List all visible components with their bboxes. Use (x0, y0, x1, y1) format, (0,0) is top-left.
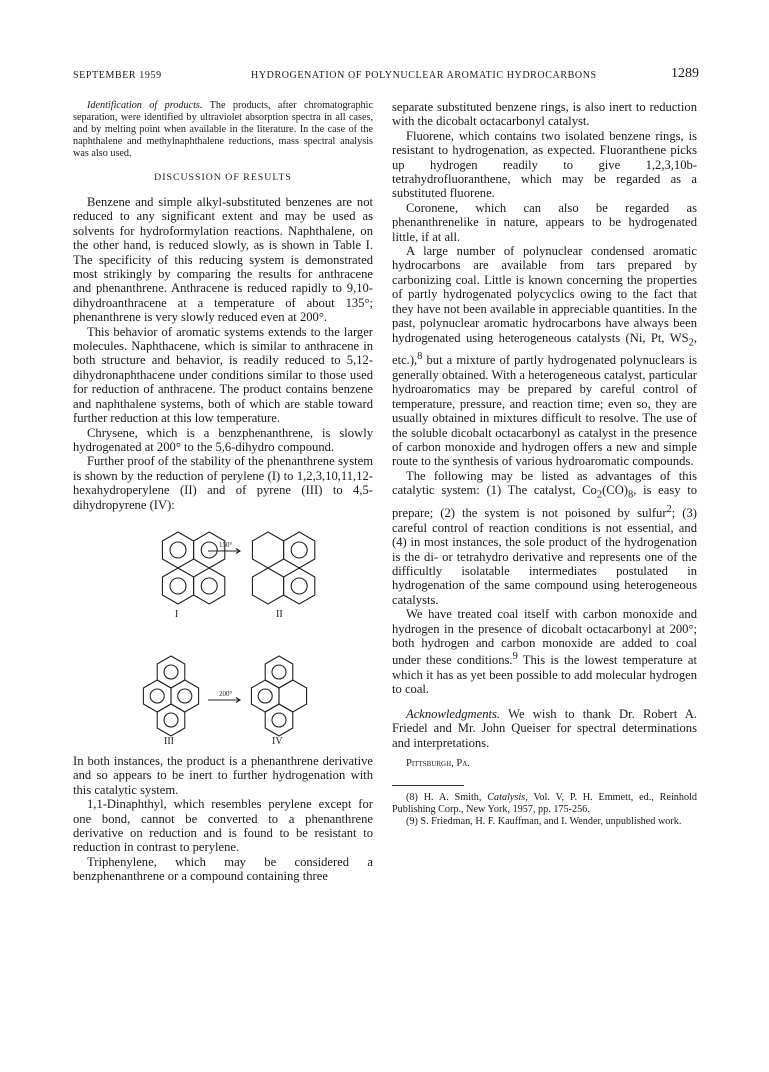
compound-label-III: III (164, 735, 174, 747)
section-heading: DISCUSSION OF RESULTS (154, 172, 292, 183)
reaction-temperature-1: 150° (219, 540, 233, 549)
paragraph: Triphenylene, which may be considered a benzphenanthrene or a compound containing three (73, 854, 373, 884)
hexahydroperylene-structure (252, 532, 314, 604)
left-column (73, 100, 373, 884)
paragraph: separate substituted benzene rings, is also inert to reduction with the dicobalt octacarbonyl catalyst. (392, 100, 697, 129)
footnote-8: (8) H. A. Smith, Catalysis, Vol. V, P. H. Emmett, ed., Reinhold Publishing Corp., New York, 1957, pp. 175-256. (392, 792, 697, 816)
paragraph: Fluorene, which contains two isolated benzene rings, is resistant to hydrogenation, as expected. Fluoranthene picks up hydrogen readily to give 1,2,3,10b-tetrahydrofluoranthene, which may be regarded as a substituted fluorene. (392, 128, 697, 201)
paragraph: Chrysene, which is a benzphenanthrene, is slowly hydrogenated at 200° to the 5,6-dihydro compound. (73, 425, 373, 454)
page-number: 1289 (671, 66, 699, 81)
reaction-scheme (73, 514, 373, 750)
compound-label-II: II (276, 608, 283, 620)
footnote-ref: 8 (417, 351, 423, 363)
paragraph: This behavior of aromatic systems extends to the larger molecules. Naphthacene, which is similar to anthracene in both structure and behavior, is readily reduced to 5,12-dihydronaphthacene under conditions similar to those used for reduction of anthracene. The product contains benzene and naphthalene systems, both of which are stable toward further reduction at this low temperature. (73, 324, 373, 426)
paragraph: 1,1-Dinaphthyl, which resembles perylene except for one bond, cannot be converted to a phenanthrene derivative on reduction and is found to be resistant to reduction in contrast to perylene. (73, 797, 373, 855)
paragraph: We have treated coal itself with carbon monoxide and hydrogen in the presence of dicobalt octacarbonyl at 200°; both hydrogen and carbon monoxide are added to coal under these conditions.$^9$ This is the lowest temperature at which it has as yet been possible to add molecular hydrogen to coal. (392, 607, 697, 697)
paragraph: A large number of polynuclear condensed aromatic hydrocarbons are available from tars prepared by carbonizing coal. Little is known concerning the properties of partly hydrogenated polycyclics owing to the fact that they have not been available in appreciable quantities. In the past, polynuclear aromatic hydrocarbons have always been hydrogenated using heterogeneous catalysts (Ni, Pt, $WS_2$, etc.),$^8$ but a mixture of partly hydrogenated polynuclears is generally obtained. With a heterogeneous catalyst, particular hydroaromatics may be prepared by careful control of temperature, pressure, and reaction time; even so, they are usually obtained in mixtures difficult to resolve. The use of the soluble dicobalt octacarbonyl as catalyst in the presence of carbon monoxide and hydrogen offers a new and simple route to the synthesis of various hydroaromatic compounds. (392, 244, 697, 469)
paragraph: Coronene, which can also be regarded as phenanthrenelike in nature, appears to be hydrogenated little, if at all. (392, 200, 697, 244)
footnote-ref: 9 (512, 651, 518, 663)
compound-label-I: I (175, 608, 179, 620)
structure-drawings (73, 514, 373, 750)
paragraph: The following may be listed as advantages of this catalytic system: (1) The catalyst, $Co_2(CO)_8$, is easy to prepare; (2) the system is not poisoned by sulfur$^2$; (3) careful control of reaction conditions is not essential, and (4) in most instances, the sole product of the hydrogenation is the di- or tetrahydro derivative and represents one of the difficultly isolatable intermediates postulated in hydrogenation of the same compound using heterogeneous catalysts. (392, 468, 697, 607)
paragraph: Benzene and simple alkyl-substituted benzenes are not reduced to any significant extent and may be used as solvents for hydroformylation reactions. Naphthalene, on the other hand, is reduced slowly, as is shown in Table I. The specificity of this reducing system is demonstrated most strikingly by comparing the results for anthracene and phenanthrene. Anthracene is reduced rapidly to 9,10-dihydroanthracene at a temperature of about 135°; phenanthrene is very slowly reduced even at 200°. (73, 195, 373, 325)
footnote-9: (9) S. Friedman, H. F. Kauffman, and I. Wender, unpublished work. (406, 816, 682, 828)
footnote-rule (392, 785, 464, 786)
pyrene-structure (143, 656, 198, 736)
identification-paragraph (73, 100, 373, 160)
dihydropyrene-structure (251, 656, 306, 736)
paragraph: Further proof of the stability of the phenanthrene system is shown by the reduction of perylene (I) to 1,2,3,10,11,12-hexahydroperylene (II) and of pyrene (III) to 4,5-dihydropyrene (IV): (73, 454, 373, 512)
identification-text: The products, after chromatographic separation, were identified by ultraviolet absorption spectra in all cases, and by melting point when available in the literature. In the case of the naphthalene and methylnaphthalene reductions, mass spectral analysis was also used. (73, 100, 373, 159)
header-title: HYDROGENATION OF POLYNUCLEAR AROMATIC HYDROCARBONS (251, 70, 597, 81)
header-date: SEPTEMBER 1959 (73, 70, 162, 81)
identification-heading: Identification of products. (87, 100, 203, 111)
acknowledgments: Acknowledgments. We wish to thank Dr. Robert A. Friedel and Mr. John Queiser for spectral determinations and interpretations. (392, 706, 697, 750)
acknowledgments-heading: Acknowledgments. (406, 706, 501, 721)
right-column (392, 100, 697, 828)
running-header (73, 68, 699, 84)
compound-label-IV: IV (272, 735, 283, 747)
reaction-temperature-2: 200° (219, 689, 233, 698)
footnote-ref: 2 (666, 504, 672, 516)
paragraph: In both instances, the product is a phenanthrene derivative and so appears to be inert to further hydrogenation with this catalytic system. (73, 753, 373, 797)
affiliation-place: Pittsburgh, Pa. (406, 758, 470, 770)
perylene-structure (162, 532, 224, 604)
